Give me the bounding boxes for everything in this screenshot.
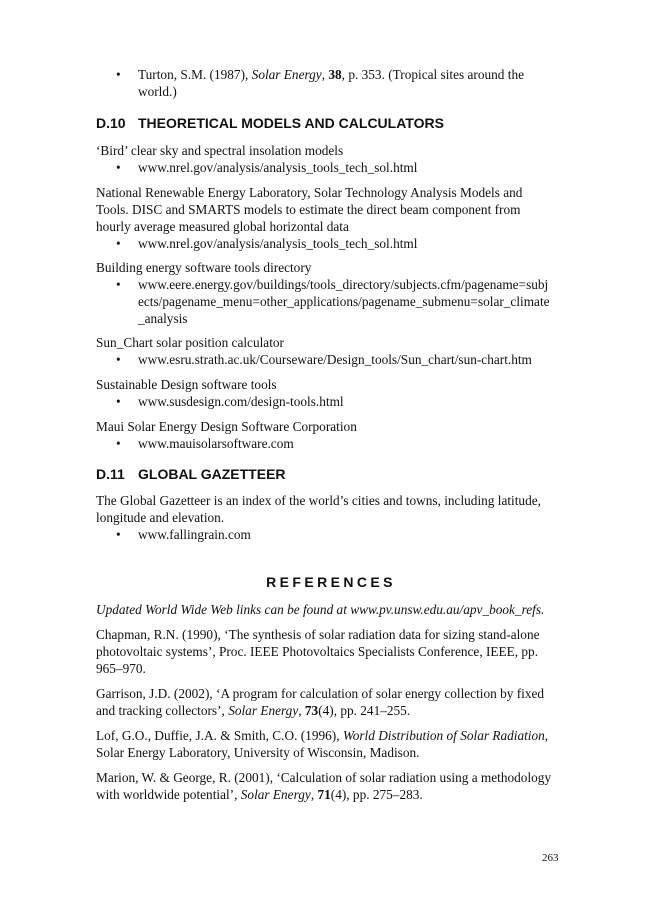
page-number: 263 (542, 852, 559, 864)
url-line: ects/pagename_menu=other_applications/pagename_submenu=solar_climate (138, 294, 550, 309)
bullet-icon: • (116, 394, 121, 409)
text-line: Marion, W. & George, R. (2001), ‘Calculation of solar radiation using a methodology (96, 770, 552, 785)
bullet-icon: • (116, 436, 121, 451)
text-line: , (310, 787, 318, 802)
tool-description: Sustainable Design software tools (96, 377, 277, 392)
url-line: www.eere.energy.gov/buildings/tools_directory/subjects.cfm/pagename=subj (138, 277, 549, 292)
bullet-icon: • (116, 236, 121, 251)
tool-description: Building energy software tools directory (96, 260, 312, 275)
url-link[interactable]: www.susdesign.com/design-tools.html (138, 394, 344, 409)
section-number: D.11 (96, 466, 125, 482)
text-line: longitude and elevation. (96, 510, 225, 525)
text-line: Garrison, J.D. (2002), ‘A program for calculation of solar energy collection by fixed (96, 686, 545, 701)
section-number: D.10 (96, 115, 126, 131)
volume-number: 71 (317, 787, 331, 802)
list-item (96, 351, 566, 368)
text-line: (4), pp. 275–283. (330, 787, 423, 802)
ref-text: , p. 353. (Tropical sites around the (341, 67, 524, 82)
section-title: GLOBAL GAZETTEER (138, 466, 286, 482)
bullet-icon: • (116, 160, 121, 175)
text-line: Lof, G.O., Duffie, J.A. & Smith, C.O. (1996), (96, 728, 343, 743)
ref-text: Turton, S.M. (1987), (138, 67, 252, 82)
url-link[interactable]: www.esru.strath.ac.uk/Courseware/Design_tools/Sun_chart/sun-chart.htm (138, 352, 532, 367)
text-line: 965–970. (96, 661, 146, 676)
tool-description (96, 184, 566, 235)
text-line: , (298, 703, 305, 718)
url-link[interactable]: www.nrel.gov/analysis/analysis_tools_tech_sol.html (138, 160, 418, 175)
text-line: hourly average measured global horizontal data (96, 219, 349, 234)
journal-name: Solar Energy (240, 787, 311, 802)
text-line: Tools. DISC and SMARTS models to estimate the direct beam component from (96, 202, 521, 217)
tool-description: Sun_Chart solar position calculator (96, 335, 284, 350)
tool-description: ‘Bird’ clear sky and spectral insolation models (96, 143, 344, 158)
bullet-icon: • (116, 67, 121, 82)
references-note (96, 601, 566, 618)
references-heading: REFERENCES (266, 574, 396, 590)
text-line: , (544, 728, 549, 743)
reference-entry (96, 769, 566, 803)
bullet-icon: • (116, 352, 121, 367)
list-item (96, 435, 566, 452)
text-line: with worldwide potential’, (96, 787, 241, 802)
url-link[interactable] (138, 277, 550, 326)
ref-text: , (321, 67, 329, 82)
text-line: (4), pp. 241–255. (318, 703, 411, 718)
reference-entry (96, 727, 566, 761)
text-line: Chapman, R.N. (1990), ‘The synthesis of solar radiation data for sizing stand-alone (96, 627, 540, 642)
volume-number: 38 (328, 67, 342, 82)
note-text: Updated World Wide Web links can be found at www.pv.unsw.edu.au/apv_book_refs. (96, 602, 545, 617)
list-item (96, 66, 566, 100)
list-item (96, 159, 566, 176)
book-title: World Distribution of Solar Radiation (342, 728, 545, 743)
list-item (96, 526, 566, 543)
text-line: and tracking collectors’, (96, 703, 229, 718)
tool-description: Maui Solar Energy Design Software Corporation (96, 419, 357, 434)
text-line: Solar Energy Laboratory, University of Wisconsin, Madison. (96, 745, 420, 760)
list-item (96, 276, 566, 327)
list-item (96, 235, 566, 252)
url-link[interactable]: www.fallingrain.com (138, 527, 251, 542)
section-heading-d11 (96, 465, 566, 483)
bullet-icon: • (116, 277, 121, 292)
text-line: photovoltaic systems’, Proc. IEEE Photovoltaics Specialists Conference, IEEE, pp. (96, 644, 539, 659)
page-content (96, 66, 566, 803)
journal-name: Solar Energy (251, 67, 322, 82)
list-item (96, 393, 566, 410)
url-line: _analysis (138, 311, 188, 326)
journal-name: Solar Energy (228, 703, 299, 718)
reference-entry (96, 626, 566, 677)
text-line: The Global Gazetteer is an index of the world’s cities and towns, including latitude, (96, 493, 541, 508)
gazetteer-description (96, 492, 566, 526)
reference-entry (96, 685, 566, 719)
url-link[interactable]: www.mauisolarsoftware.com (138, 436, 294, 451)
section-title: THEORETICAL MODELS AND CALCULATORS (138, 115, 444, 131)
volume-number: 73 (304, 703, 319, 718)
ref-text: world.) (138, 84, 177, 99)
bullet-icon: • (116, 527, 121, 542)
section-heading-d10 (96, 114, 566, 132)
text-line: National Renewable Energy Laboratory, Solar Technology Analysis Models and (96, 185, 523, 200)
url-link[interactable]: www.nrel.gov/analysis/analysis_tools_tech_sol.html (138, 236, 418, 251)
